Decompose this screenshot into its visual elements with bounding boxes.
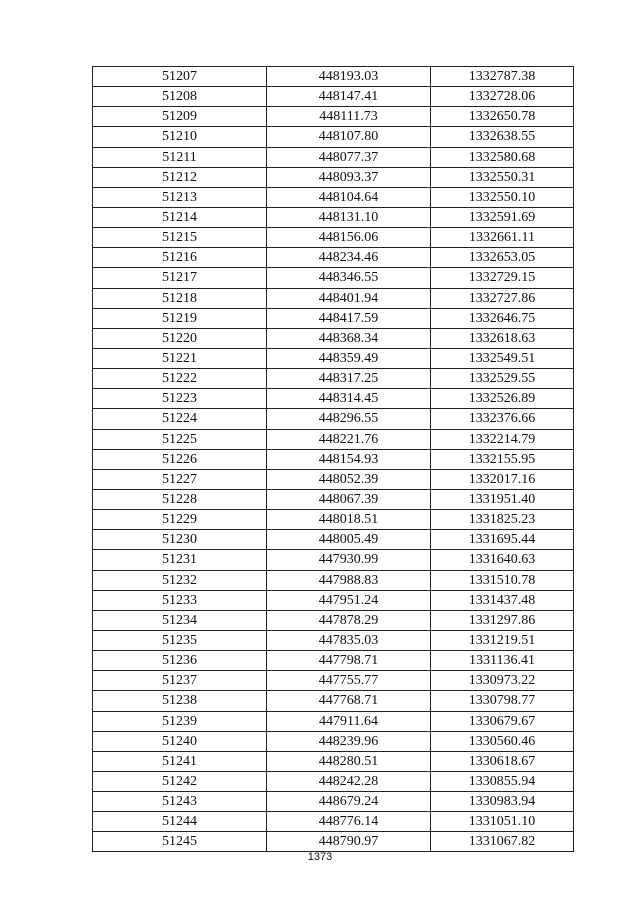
x-coordinate-cell: 448417.59: [267, 308, 431, 328]
table-row: [93, 87, 574, 107]
point-id-cell: 51219: [93, 308, 267, 328]
point-id-cell: 51242: [93, 771, 267, 791]
y-coordinate-cell: 1332661.11: [431, 228, 574, 248]
y-coordinate-cell: 1332727.86: [431, 288, 574, 308]
y-coordinate-cell: 1331640.63: [431, 550, 574, 570]
y-coordinate-cell: 1331297.86: [431, 610, 574, 630]
table-row: [93, 771, 574, 791]
x-coordinate-cell: 448776.14: [267, 812, 431, 832]
x-coordinate-cell: 448067.39: [267, 489, 431, 509]
x-coordinate-cell: 448107.80: [267, 127, 431, 147]
y-coordinate-cell: 1331437.48: [431, 590, 574, 610]
table-row: [93, 449, 574, 469]
point-id-cell: 51234: [93, 610, 267, 630]
y-coordinate-cell: 1331951.40: [431, 489, 574, 509]
y-coordinate-cell: 1330798.77: [431, 691, 574, 711]
point-id-cell: 51212: [93, 167, 267, 187]
table-row: [93, 832, 574, 852]
y-coordinate-cell: 1332017.16: [431, 469, 574, 489]
y-coordinate-cell: 1332155.95: [431, 449, 574, 469]
point-id-cell: 51214: [93, 207, 267, 227]
table-row: [93, 328, 574, 348]
x-coordinate-cell: 448154.93: [267, 449, 431, 469]
table-row: [93, 812, 574, 832]
page-number: 1373: [307, 851, 333, 863]
table-row: [93, 348, 574, 368]
x-coordinate-cell: 448401.94: [267, 288, 431, 308]
y-coordinate-cell: 1332580.68: [431, 147, 574, 167]
point-id-cell: 51224: [93, 409, 267, 429]
point-id-cell: 51213: [93, 187, 267, 207]
table-row: [93, 147, 574, 167]
point-id-cell: 51238: [93, 691, 267, 711]
point-id-cell: 51210: [93, 127, 267, 147]
point-id-cell: 51207: [93, 67, 267, 87]
table-row: [93, 651, 574, 671]
x-coordinate-cell: 448314.45: [267, 389, 431, 409]
y-coordinate-cell: 1332550.31: [431, 167, 574, 187]
x-coordinate-cell: 448234.46: [267, 248, 431, 268]
table-row: [93, 570, 574, 590]
table-row: [93, 429, 574, 449]
table-row: [93, 268, 574, 288]
x-coordinate-cell: 448104.64: [267, 187, 431, 207]
y-coordinate-cell: 1332650.78: [431, 107, 574, 127]
point-id-cell: 51226: [93, 449, 267, 469]
table-row: [93, 409, 574, 429]
point-id-cell: 51211: [93, 147, 267, 167]
y-coordinate-cell: 1332787.38: [431, 67, 574, 87]
table-row: [93, 369, 574, 389]
point-id-cell: 51232: [93, 570, 267, 590]
point-id-cell: 51229: [93, 510, 267, 530]
table-row: [93, 751, 574, 771]
table-row: [93, 67, 574, 87]
table-row: [93, 489, 574, 509]
point-id-cell: 51217: [93, 268, 267, 288]
point-id-cell: 51223: [93, 389, 267, 409]
x-coordinate-cell: 448147.41: [267, 87, 431, 107]
x-coordinate-cell: 448317.25: [267, 369, 431, 389]
y-coordinate-cell: 1332214.79: [431, 429, 574, 449]
y-coordinate-cell: 1332728.06: [431, 87, 574, 107]
x-coordinate-cell: 447755.77: [267, 671, 431, 691]
y-coordinate-cell: 1332549.51: [431, 348, 574, 368]
y-coordinate-cell: 1331067.82: [431, 832, 574, 852]
point-id-cell: 51236: [93, 651, 267, 671]
y-coordinate-cell: 1331510.78: [431, 570, 574, 590]
y-coordinate-cell: 1332591.69: [431, 207, 574, 227]
x-coordinate-cell: 447835.03: [267, 630, 431, 650]
x-coordinate-cell: 448052.39: [267, 469, 431, 489]
point-id-cell: 51237: [93, 671, 267, 691]
table-row: [93, 288, 574, 308]
x-coordinate-cell: 448346.55: [267, 268, 431, 288]
table-row: [93, 691, 574, 711]
x-coordinate-cell: 448093.37: [267, 167, 431, 187]
table-row: [93, 630, 574, 650]
point-id-cell: 51239: [93, 711, 267, 731]
x-coordinate-cell: 448077.37: [267, 147, 431, 167]
y-coordinate-cell: 1331695.44: [431, 530, 574, 550]
table-row: [93, 167, 574, 187]
y-coordinate-cell: 1330973.22: [431, 671, 574, 691]
point-id-cell: 51227: [93, 469, 267, 489]
y-coordinate-cell: 1330855.94: [431, 771, 574, 791]
point-id-cell: 51235: [93, 630, 267, 650]
table-row: [93, 792, 574, 812]
x-coordinate-cell: 447878.29: [267, 610, 431, 630]
coordinate-table: [92, 66, 574, 852]
x-coordinate-cell: 447951.24: [267, 590, 431, 610]
point-id-cell: 51240: [93, 731, 267, 751]
point-id-cell: 51221: [93, 348, 267, 368]
point-id-cell: 51241: [93, 751, 267, 771]
table-row: [93, 389, 574, 409]
point-id-cell: 51230: [93, 530, 267, 550]
x-coordinate-cell: 448221.76: [267, 429, 431, 449]
y-coordinate-cell: 1330560.46: [431, 731, 574, 751]
x-coordinate-cell: 447798.71: [267, 651, 431, 671]
coordinate-table-container: [92, 66, 573, 852]
point-id-cell: 51215: [93, 228, 267, 248]
y-coordinate-cell: 1332550.10: [431, 187, 574, 207]
x-coordinate-cell: 448111.73: [267, 107, 431, 127]
table-row: [93, 228, 574, 248]
point-id-cell: 51243: [93, 792, 267, 812]
x-coordinate-cell: 448239.96: [267, 731, 431, 751]
table-row: [93, 610, 574, 630]
point-id-cell: 51233: [93, 590, 267, 610]
y-coordinate-cell: 1332529.55: [431, 369, 574, 389]
x-coordinate-cell: 448156.06: [267, 228, 431, 248]
x-coordinate-cell: 447988.83: [267, 570, 431, 590]
point-id-cell: 51245: [93, 832, 267, 852]
y-coordinate-cell: 1331136.41: [431, 651, 574, 671]
point-id-cell: 51208: [93, 87, 267, 107]
x-coordinate-cell: 448193.03: [267, 67, 431, 87]
table-row: [93, 590, 574, 610]
point-id-cell: 51244: [93, 812, 267, 832]
x-coordinate-cell: 448359.49: [267, 348, 431, 368]
table-row: [93, 308, 574, 328]
table-row: [93, 731, 574, 751]
x-coordinate-cell: 447930.99: [267, 550, 431, 570]
table-row: [93, 671, 574, 691]
y-coordinate-cell: 1331219.51: [431, 630, 574, 650]
point-id-cell: 51231: [93, 550, 267, 570]
y-coordinate-cell: 1330983.94: [431, 792, 574, 812]
point-id-cell: 51228: [93, 489, 267, 509]
table-row: [93, 187, 574, 207]
x-coordinate-cell: 448790.97: [267, 832, 431, 852]
y-coordinate-cell: 1330679.67: [431, 711, 574, 731]
y-coordinate-cell: 1332646.75: [431, 308, 574, 328]
x-coordinate-cell: 448131.10: [267, 207, 431, 227]
x-coordinate-cell: 448005.49: [267, 530, 431, 550]
y-coordinate-cell: 1331825.23: [431, 510, 574, 530]
table-row: [93, 107, 574, 127]
y-coordinate-cell: 1332526.89: [431, 389, 574, 409]
x-coordinate-cell: 448280.51: [267, 751, 431, 771]
point-id-cell: 51209: [93, 107, 267, 127]
table-row: [93, 550, 574, 570]
x-coordinate-cell: 448296.55: [267, 409, 431, 429]
point-id-cell: 51218: [93, 288, 267, 308]
x-coordinate-cell: 448242.28: [267, 771, 431, 791]
table-row: [93, 510, 574, 530]
x-coordinate-cell: 447768.71: [267, 691, 431, 711]
point-id-cell: 51225: [93, 429, 267, 449]
coordinate-table-body: [93, 67, 574, 852]
y-coordinate-cell: 1332729.15: [431, 268, 574, 288]
y-coordinate-cell: 1332638.55: [431, 127, 574, 147]
point-id-cell: 51222: [93, 369, 267, 389]
x-coordinate-cell: 448679.24: [267, 792, 431, 812]
y-coordinate-cell: 1332653.05: [431, 248, 574, 268]
x-coordinate-cell: 447911.64: [267, 711, 431, 731]
table-row: [93, 207, 574, 227]
y-coordinate-cell: 1332376.66: [431, 409, 574, 429]
x-coordinate-cell: 448368.34: [267, 328, 431, 348]
table-row: [93, 469, 574, 489]
y-coordinate-cell: 1332618.63: [431, 328, 574, 348]
table-row: [93, 127, 574, 147]
table-row: [93, 530, 574, 550]
table-row: [93, 248, 574, 268]
y-coordinate-cell: 1331051.10: [431, 812, 574, 832]
point-id-cell: 51220: [93, 328, 267, 348]
table-row: [93, 711, 574, 731]
y-coordinate-cell: 1330618.67: [431, 751, 574, 771]
point-id-cell: 51216: [93, 248, 267, 268]
x-coordinate-cell: 448018.51: [267, 510, 431, 530]
